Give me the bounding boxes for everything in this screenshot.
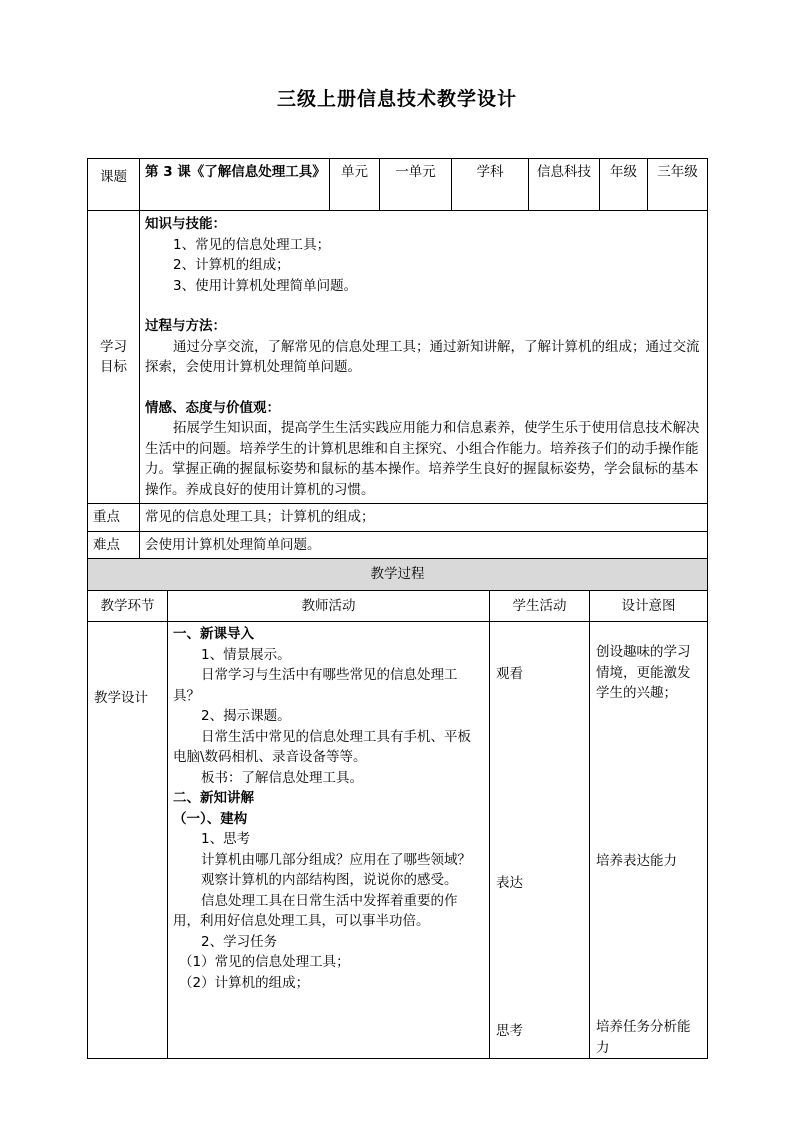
column-header: 学生活动 <box>490 591 590 622</box>
teacher-paragraph: 信息处理工具在日常生活中发挥着重要的作用，利用好信息处理工具，可以事半功倍。 <box>173 892 458 929</box>
difficulty-value: 会使用计算机处理简单问题。 <box>140 531 708 559</box>
stage-cell <box>88 622 168 1059</box>
design-intent: 培养表达能力 <box>596 853 677 869</box>
stage-label: 教学设计 <box>94 690 148 706</box>
knowledge-item: 2、计算机的组成； <box>173 257 290 273</box>
teacher-paragraph: 计算机由哪几部分组成？应用在了哪些领域？ <box>201 851 471 868</box>
teacher-paragraph: 观察计算机的内部结构图，说说你的感受。 <box>201 872 458 888</box>
sub-heading: （一）、建构 <box>173 810 248 827</box>
teacher-activity-cell <box>168 622 490 1059</box>
method-text: 通过分享交流，了解常见的信息处理工具；通过新知讲解，了解计算机的组成；通过交流探索，会使用计算机处理简单问题。 <box>145 338 700 375</box>
column-header: 教师活动 <box>168 591 490 622</box>
page-title: 三级上册信息技术教学设计 <box>276 88 517 110</box>
key-point-value: 常见的信息处理工具；计算机的组成； <box>140 504 708 532</box>
grade-value: 三年级 <box>648 159 708 211</box>
method-title: 过程与方法： <box>145 318 226 334</box>
student-activity-cell <box>490 622 590 1059</box>
lesson-info-table <box>87 158 708 559</box>
teacher-paragraph: （1）常见的信息处理工具； <box>179 954 350 970</box>
objectives-content <box>140 211 708 504</box>
column-header: 教学环节 <box>88 591 168 622</box>
key-point-label: 重点 <box>88 504 140 532</box>
knowledge-title: 知识与技能： <box>145 216 226 232</box>
student-activity: 观看 <box>496 666 523 682</box>
teaching-process-table <box>87 558 708 1059</box>
teacher-paragraph: 1、思考 <box>201 831 251 847</box>
difficulty-label: 难点 <box>88 531 140 559</box>
grade-label: 年级 <box>600 159 648 211</box>
teacher-paragraph: 日常生活中常见的信息处理工具有手机、平板电脑\数码相机、录音设备等等。 <box>173 728 471 765</box>
subject-label: 学科 <box>452 159 529 211</box>
unit-label: 单元 <box>330 159 380 211</box>
design-intent-cell <box>590 622 708 1059</box>
process-section-title: 教学过程 <box>88 559 708 591</box>
teacher-paragraph: 1、情景展示。 <box>201 646 291 663</box>
unit-value: 一单元 <box>380 159 452 211</box>
section-heading: 二、新知讲解 <box>173 790 254 806</box>
column-header: 设计意图 <box>590 591 708 622</box>
objectives-label: 学习 目标 <box>88 211 140 504</box>
knowledge-item: 3、使用计算机处理简单问题。 <box>173 277 358 294</box>
student-activity: 表达 <box>496 875 523 891</box>
knowledge-item: 1、常见的信息处理工具； <box>173 236 331 253</box>
design-intent: 创设趣味的学习情境，更能激发学生的兴趣； <box>596 644 691 701</box>
design-intent: 培养任务分析能力 <box>596 1019 691 1056</box>
section-heading: 一、新课导入 <box>173 626 254 642</box>
teacher-paragraph: 板书：了解信息处理工具。 <box>201 769 363 786</box>
teacher-paragraph: 2、学习任务 <box>201 933 278 950</box>
subject-value: 信息科技 <box>529 159 600 211</box>
teacher-paragraph: 2、揭示课题。 <box>201 708 291 724</box>
course-title: 第 3 课《了解信息处理工具》 <box>140 159 330 211</box>
student-activity: 思考 <box>496 1023 523 1039</box>
attitude-text: 拓展学生知识面，提高学生生活实践应用能力和信息素养，使学生乐于使用信息技术解决生活中的问题。培养学生的计算机思维和自主探究、小组合作能力。培养孩子们的动手操作能力。掌握正确的握鼠标姿势和鼠标的基本操作。培养学生良好的握鼠标姿势，学会鼠标的基本操作。养成良好的使用计算机的习惯。 <box>145 420 700 498</box>
teacher-paragraph: （2）计算机的组成； <box>179 974 310 991</box>
course-label: 课题 <box>88 159 140 211</box>
attitude-title: 情感、态度与价值观： <box>145 399 280 416</box>
teacher-paragraph: 日常学习与生活中有哪些常见的信息处理工具？ <box>173 667 458 704</box>
